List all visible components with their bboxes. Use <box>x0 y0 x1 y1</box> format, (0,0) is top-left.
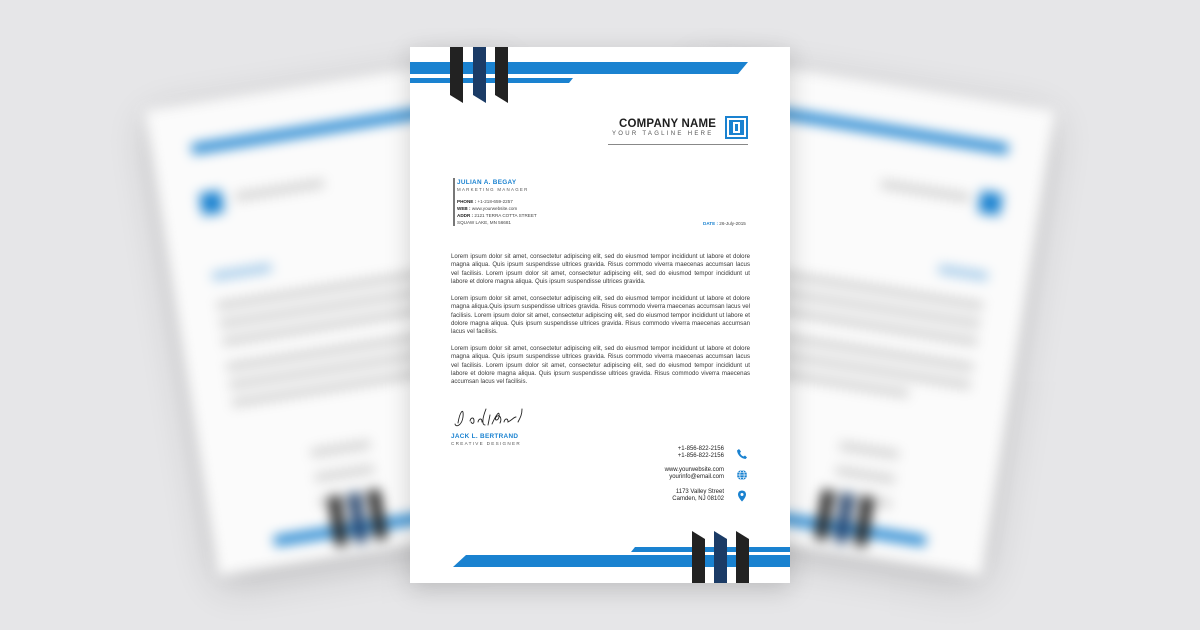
handwritten-signature <box>452 405 524 431</box>
web-label: WEB : <box>457 206 471 211</box>
contact-address-2: Camden, NJ 08102 <box>672 496 724 502</box>
sender-divider <box>453 178 455 226</box>
date-label: DATE : <box>703 221 718 226</box>
body-paragraph: Lorem ipsum dolor sit amet, consectetur adipiscing elit, sed do eiusmod tempor incididunt ut labore et dolore magna aliqua.Quis ipsum suspendisse ultrices gravida. Risus commodo viverra maecenas accumsan lacus vel facilisis. Lorem ipsum dolor sit amet, consectetur adipiscing elit, sed do eiusmod tempor incididunt ut labore et dolore magna aliqua. Quis ipsum suspendisse ultrices gravida. Risus commodo viverra maecenas accumsan lacus vel facilisis. <box>451 295 750 336</box>
addr-label: ADDR : <box>457 213 474 218</box>
location-pin-icon <box>736 490 748 502</box>
signer-name: JACK L. BERTRAND <box>451 433 519 440</box>
sender-title: MARKETING MANAGER <box>457 187 529 192</box>
sender-web-line <box>457 206 517 211</box>
sender-phone-line <box>457 199 513 204</box>
sender-phone: +1-218-659-2257 <box>477 199 513 204</box>
sender-web: www.yourwebsite.com <box>471 206 518 211</box>
contact-web <box>665 467 724 481</box>
company-tagline: YOUR TAGLINE HERE <box>612 131 714 137</box>
contact-phones <box>678 446 724 460</box>
sender-addr-1: 2121 TERRA COTTA STREET <box>474 213 537 218</box>
phone-label: PHONE : <box>457 199 477 204</box>
date-value: 26-July-2015 <box>719 221 746 226</box>
top-decoration <box>410 47 790 107</box>
sender-name: JULIAN A. BEGAY <box>457 179 517 186</box>
contact-email: yourinfo@email.com <box>669 474 724 480</box>
contact-website: www.yourwebsite.com <box>664 467 724 473</box>
contact-address-1: 1173 Valley Street <box>675 489 724 495</box>
sender-addr-line <box>457 213 537 218</box>
date-line <box>703 221 746 226</box>
bottom-decoration <box>410 529 790 583</box>
contact-address <box>672 489 724 503</box>
sender-addr-2: SQUAW LAKE, MN 56681 <box>457 220 511 225</box>
contact-phone-1: +1-856-822-2156 <box>677 446 724 452</box>
company-logo-icon <box>725 116 748 139</box>
header-divider <box>608 144 748 145</box>
company-name: COMPANY NAME <box>619 118 717 130</box>
signer-title: CREATIVE DESIGNER <box>451 441 522 446</box>
body-paragraph: Lorem ipsum dolor sit amet, consectetur adipiscing elit, sed do eiusmod tempor incididunt ut labore et dolore magna aliqua. Quis ipsum suspendisse ultrices gravida. Risus commodo viverra maecenas accumsan lacus vel facilisis. Lorem ipsum dolor sit amet, consectetur adipiscing elit, sed do eiusmod tempor incididunt ut labore et dolore magna aliqua. Quis ipsum suspendisse ultrices gravida. <box>451 253 750 286</box>
contact-phone-2: +1-856-822-2156 <box>677 453 724 459</box>
body-paragraph: Lorem ipsum dolor sit amet, consectetur adipiscing elit, sed do eiusmod tempor incididunt ut labore et dolore magna aliqua. Quis ipsum suspendisse ultrices gravida. Risus commodo viverra maecenas accumsan lacus vel facilisis. Lorem ipsum dolor sit amet, consectetur adipiscing elit, sed do eiusmod tempor incididunt ut labore et dolore magna aliqua. Quis ipsum suspendisse ultrices gravida. Risus commodo viverra maecenas accumsan lacus vel facilisis. <box>451 345 750 386</box>
letterhead-sheet <box>410 47 790 583</box>
globe-icon <box>736 469 748 481</box>
phone-icon <box>736 448 748 460</box>
